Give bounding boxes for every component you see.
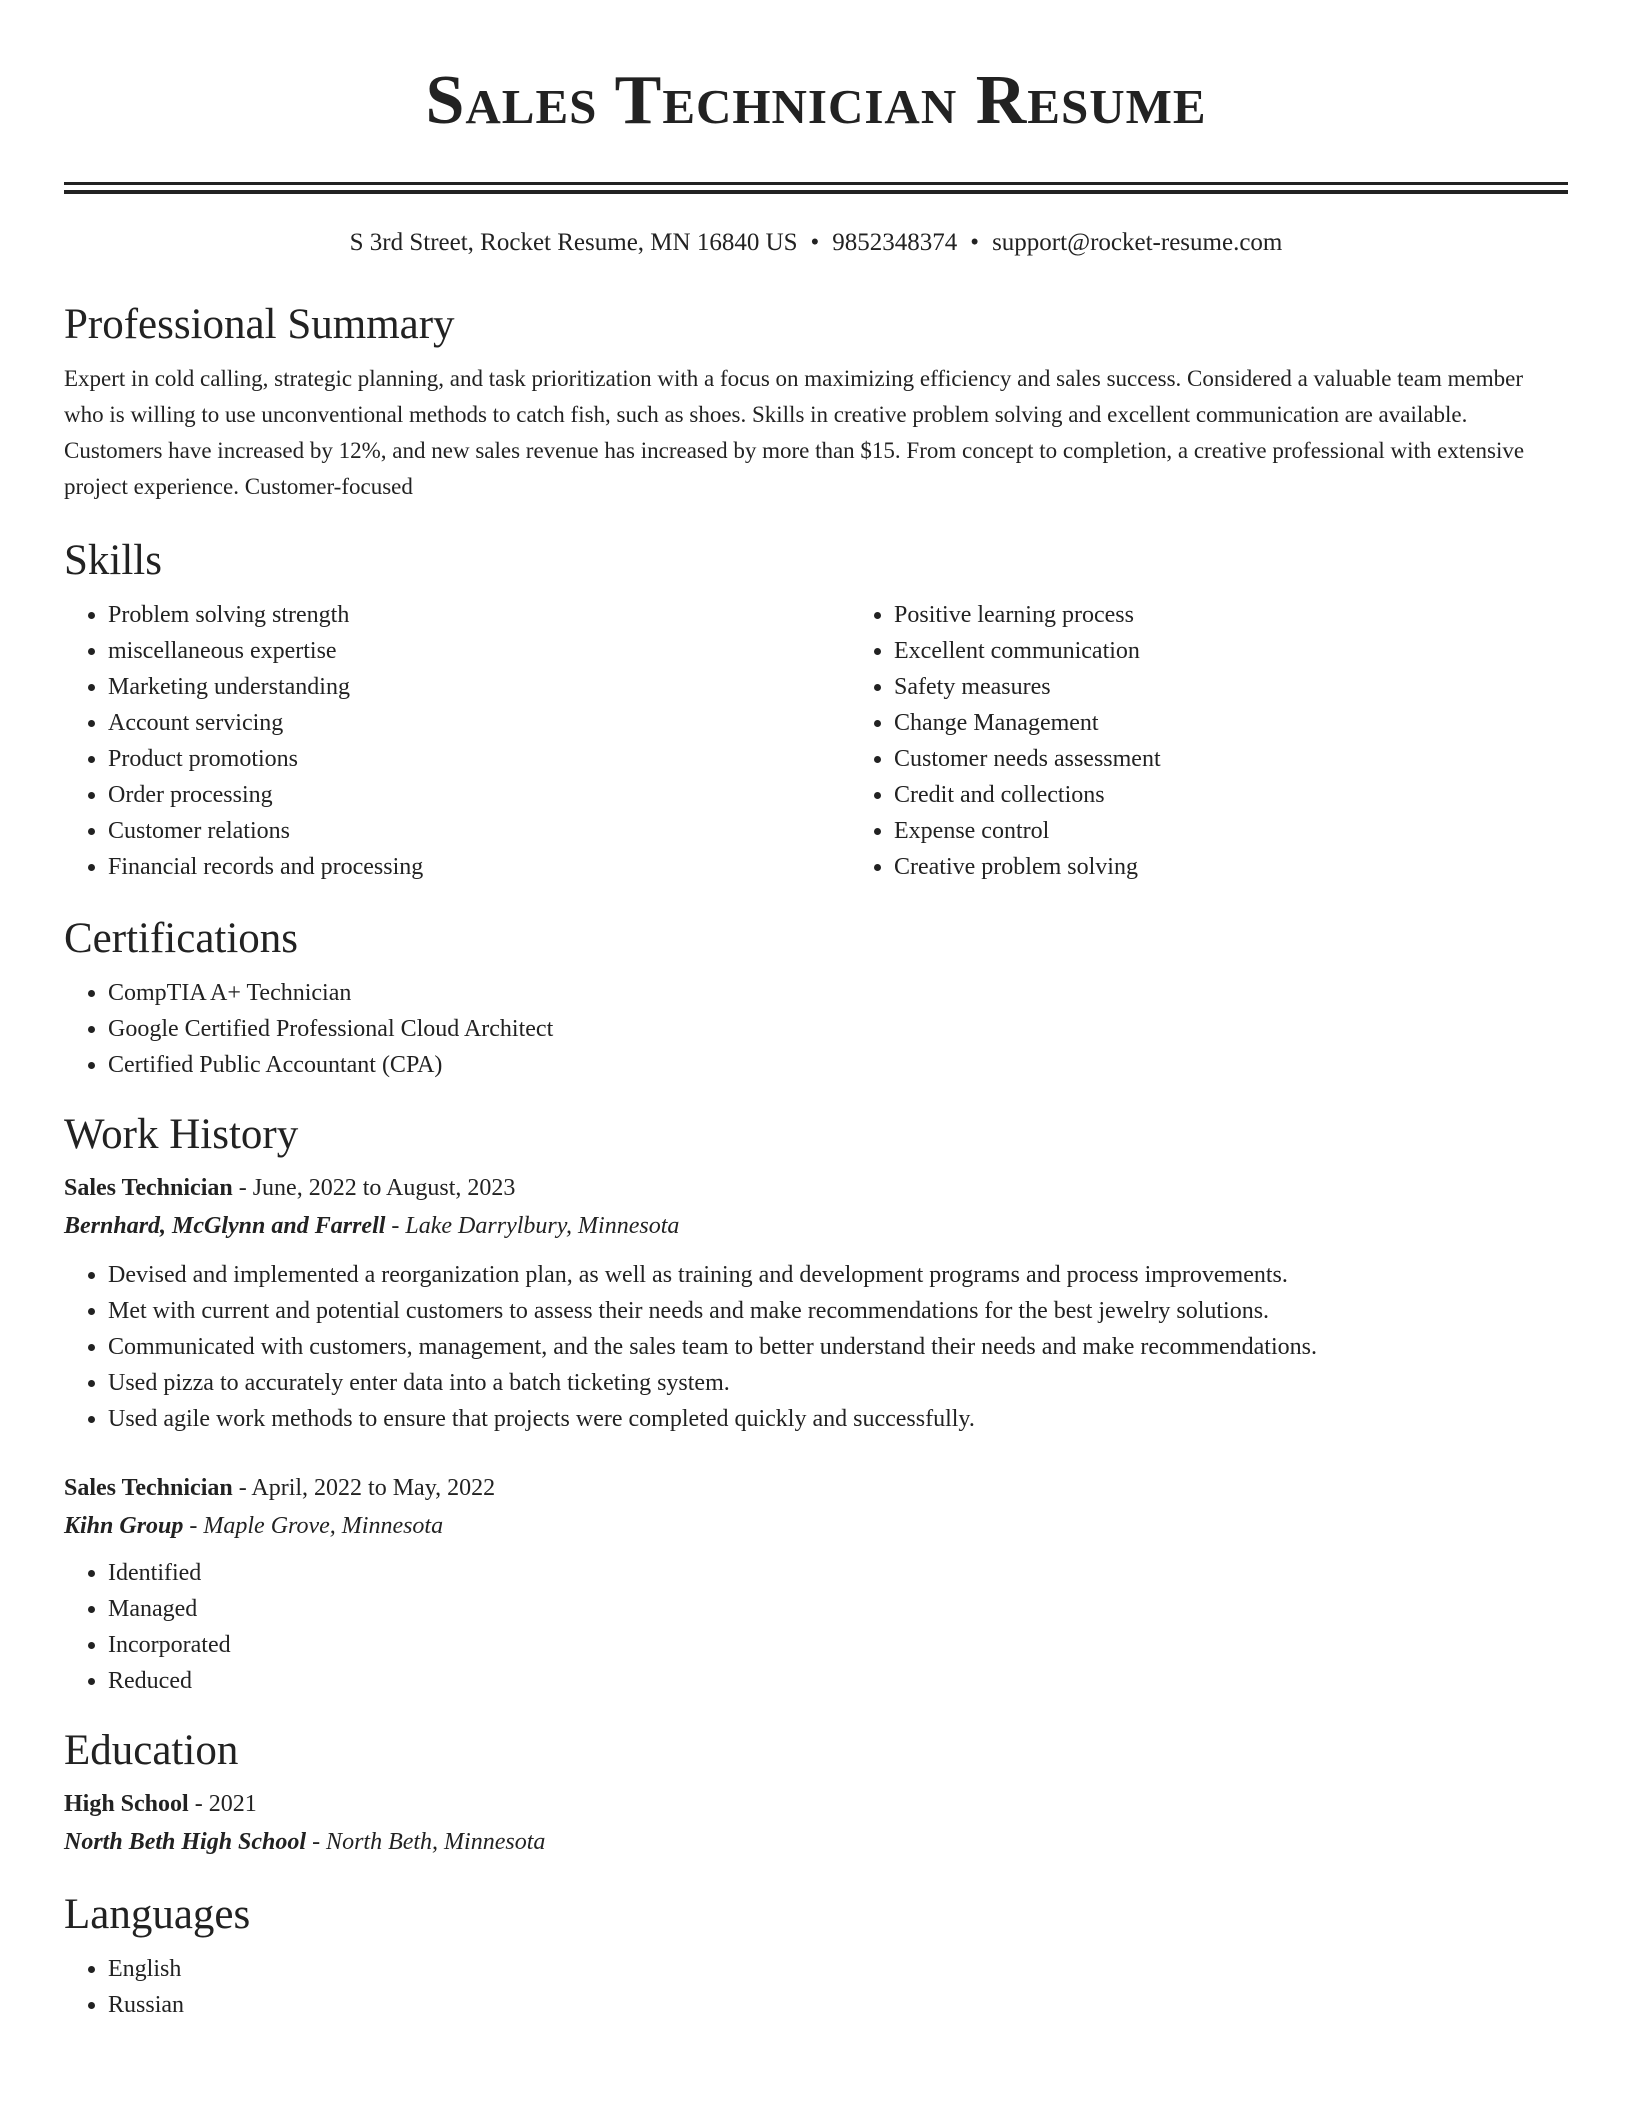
job-company: Bernhard, McGlynn and Farrell — [64, 1213, 386, 1239]
job-bullet: • Reduced — [108, 1663, 1568, 1699]
work-history-heading: Work History — [64, 1111, 299, 1158]
job-entry — [64, 1169, 1568, 1437]
certification-item: • CompTIA A+ Technician — [108, 975, 1568, 1011]
education-header — [64, 1785, 1568, 1823]
skill-item: • Safety measures — [894, 669, 1568, 705]
skill-item: • miscellaneous expertise — [108, 633, 850, 669]
certifications-heading: Certifications — [64, 915, 299, 962]
certification-item: • Google Certified Professional Cloud Architect — [108, 1011, 1568, 1047]
job-bullet: • Used agile work methods to ensure that projects were completed quickly and successfully. — [108, 1401, 1568, 1437]
resume-title: Sales Technician Resume — [425, 62, 1207, 139]
certifications-list — [64, 975, 1568, 1083]
job-title: Sales Technician — [64, 1175, 233, 1201]
skills-heading: Skills — [64, 537, 162, 584]
job-location: - Lake Darrylbury, Minnesota — [385, 1213, 680, 1239]
education-entry — [64, 1785, 1568, 1861]
skill-item: • Account servicing — [108, 705, 850, 741]
summary-text: Expert in cold calling, strategic planning, and task prioritization with a focus on maximizing efficiency and sales success. Considered a valuable team member who is willing to use unconventional methods to catch fish, such as shoes. Skills in creative problem solving and excellent communication are available. Customers have increased by 12%, and new sales revenue has increased by more than $15. From concept to completion, a creative professional with extensive project experience. Customer-focused — [64, 366, 1525, 499]
certification-item: • Certified Public Accountant (CPA) — [108, 1047, 1568, 1083]
job-dates: - April, 2022 to May, 2022 — [232, 1475, 496, 1501]
job-bullet: • Incorporated — [108, 1627, 1568, 1663]
languages-heading: Languages — [64, 1891, 251, 1938]
skill-item: • Positive learning process — [894, 597, 1568, 633]
education-year: - 2021 — [188, 1791, 257, 1817]
skill-item: • Order processing — [108, 777, 850, 813]
skill-item: • Problem solving strength — [108, 597, 850, 633]
job-company: Kihn Group — [64, 1513, 184, 1539]
skills-columns — [64, 597, 1568, 885]
skill-item: • Excellent communication — [894, 633, 1568, 669]
job-bullet: • Communicated with customers, management, and the sales team to better understand their needs and make recommendations. — [108, 1329, 1568, 1365]
skill-item: • Product promotions — [108, 741, 850, 777]
contact-phone: 9852348374 — [832, 229, 958, 256]
job-entry — [64, 1469, 1568, 1699]
skills-list-left — [64, 597, 850, 885]
job-location: - Maple Grove, Minnesota — [183, 1513, 444, 1539]
skill-item: • Expense control — [894, 813, 1568, 849]
contact-email[interactable]: support@rocket-resume.com — [992, 229, 1283, 256]
languages-list — [64, 1951, 1568, 2023]
job-header — [64, 1169, 1568, 1207]
skill-item: • Financial records and processing — [108, 849, 850, 885]
education-school: North Beth High School — [64, 1829, 307, 1855]
education-degree: High School — [64, 1791, 189, 1817]
skill-item: • Marketing understanding — [108, 669, 850, 705]
job-bullet: • Identified — [108, 1555, 1568, 1591]
skill-item: • Customer relations — [108, 813, 850, 849]
skill-item: • Creative problem solving — [894, 849, 1568, 885]
language-item: • English — [108, 1951, 1568, 1987]
skill-item: • Credit and collections — [894, 777, 1568, 813]
job-bullet: • Used pizza to accurately enter data into a batch ticketing system. — [108, 1365, 1568, 1401]
skills-list-right — [850, 597, 1568, 885]
skill-item: • Customer needs assessment — [894, 741, 1568, 777]
job-company-line — [64, 1207, 1568, 1245]
title-divider — [64, 182, 1568, 185]
job-bullets — [64, 1257, 1568, 1437]
job-header — [64, 1469, 1568, 1507]
job-dates: - June, 2022 to August, 2023 — [232, 1175, 516, 1201]
contact-separator: • — [810, 229, 820, 256]
contact-line — [64, 227, 1568, 259]
job-bullet: • Met with current and potential customers to assess their needs and make recommendations for the best jewelry solutions. — [108, 1293, 1568, 1329]
job-bullet: • Devised and implemented a reorganization plan, as well as training and development programs and process improvements. — [108, 1257, 1568, 1293]
job-bullets — [64, 1555, 1568, 1699]
job-company-line — [64, 1507, 1568, 1545]
summary-heading: Professional Summary — [64, 301, 455, 348]
education-heading: Education — [64, 1727, 239, 1774]
education-location: - North Beth, Minnesota — [306, 1829, 546, 1855]
contact-address: S 3rd Street, Rocket Resume, MN 16840 US — [349, 229, 798, 256]
job-bullet: • Managed — [108, 1591, 1568, 1627]
skill-item: • Change Management — [894, 705, 1568, 741]
education-school-line — [64, 1823, 1568, 1861]
job-title: Sales Technician — [64, 1475, 233, 1501]
contact-separator: • — [970, 229, 980, 256]
language-item: • Russian — [108, 1987, 1568, 2023]
